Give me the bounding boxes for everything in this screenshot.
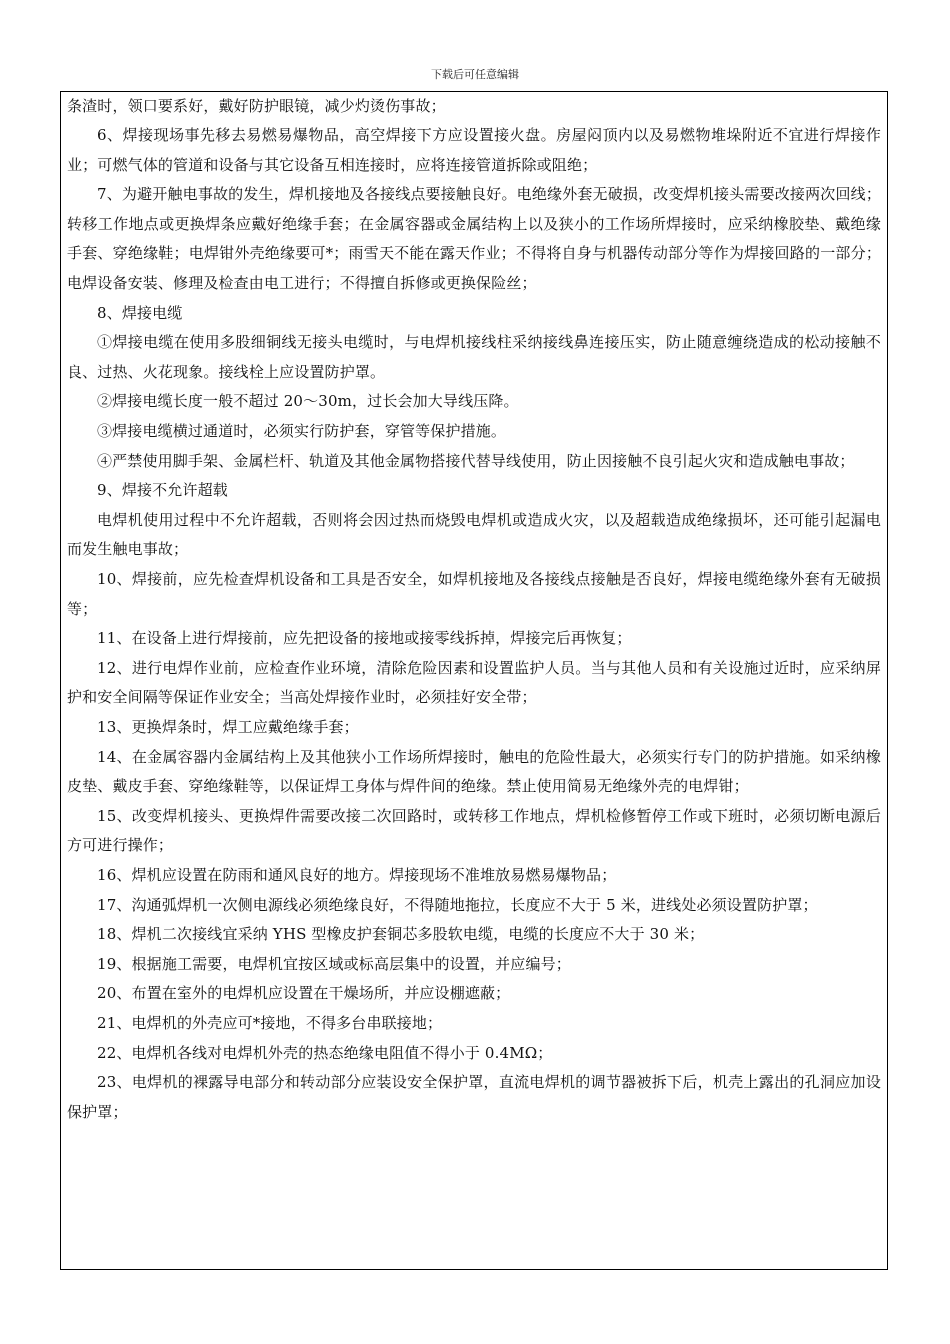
paragraph-item-14: 14、在金属容器内金属结构上及其他狭小工作场所焊接时，触电的危险性最大，必须实行专门的防护措施。如采纳橡皮垫、戴皮手套、穿绝缘鞋等，以保证焊工身体与焊件间的绝缘。禁止使用简易无绝缘外壳的电焊钳； [67,747,881,796]
paragraph-item-9-body: 电焊机使用过程中不允许超载，否则将会因过热而烧毁电焊机或造成火灾，以及超载造成绝缘损坏，还可能引起漏电而发生触电事故； [67,510,881,559]
paragraph-item-16: 16、焊机应设置在防雨和通风良好的地方。焊接现场不准堆放易燃易爆物品； [97,865,617,884]
paragraph-item-19: 19、根据施工需要，电焊机宜按区域或标高层集中的设置，并应编号； [97,954,571,973]
paragraph-item-8-2: ②焊接电缆长度一般不超过 20～30m，过长会加大导线压降。 [97,392,519,411]
paragraph-item-11: 11、在设备上进行焊接前，应先把设备的接地或接零线拆掉，焊接完后再恢复； [97,629,632,648]
paragraph-item-18: 18、焊机二次接线宜采纳 YHS 型橡皮护套铜芯多股软电缆，电缆的长度应不大于 30 米； [97,925,705,944]
paragraph-item-10: 10、焊接前，应先检查焊机设备和工具是否安全，如焊机接地及各接线点接触是否良好，焊接电缆绝缘外套有无破损等； [67,570,881,618]
paragraph-item-12: 12、进行电焊作业前，应检查作业环境，清除危险因素和设置监护人员。当与其他人员和有关设施过近时，应采纳屏护和安全间隔等保证作业安全；当高处焊接作业时，必须挂好安全带； [67,658,881,707]
paragraph-item-8-1: ①焊接电缆在使用多股细铜线无接头电缆时，与电焊机接线柱采纳接线鼻连接压实，防止随意缠绕造成的松动接触不良、过热、火花现象。接线栓上应设置防护罩。 [67,333,881,381]
paragraph-item-15: 15、改变焊机接头、更换焊件需要改接二次回路时，或转移工作地点，焊机检修暂停工作或下班时，必须切断电源后方可进行操作； [67,806,881,855]
paragraph-item-7: 7、为避开触电事故的发生，焊机接地及各接线点要接触良好。电绝缘外套无破损，改变焊机接头需要改接两次回线；转移工作地点或更换焊条应戴好绝缘手套；在金属容器或金属结构上以及狭小的工作场所焊接时，应采纳橡胶垫、戴绝缘手套、穿绝缘鞋；电焊钳外壳绝缘要可*；雨雪天不能在露天作业；不得将自身与机器传动部分等作为焊接回路的一部分；电焊设备安装、修理及检查由电工进行；不得擅自拆修或更换保险丝； [67,185,881,293]
paragraph-item-17: 17、沟通弧焊机一次侧电源线必须绝缘良好，不得随地拖拉，长度应不大于 5 米，进线处必须设置防护罩； [97,895,818,914]
paragraph-item-20: 20、布置在室外的电焊机应设置在干燥场所，并应设棚遮蔽； [97,984,511,1003]
paragraph-continuation: 条渣时，领口要系好，戴好防护眼镜，减少灼烫伤事故； [67,96,446,115]
paragraph-item-22: 22、电焊机各线对电焊机外壳的热态绝缘电阻值不得小于 0.4MΩ； [97,1043,553,1062]
paragraph-item-23: 23、电焊机的裸露导电部分和转动部分应装设安全保护罩，直流电焊机的调节器被拆下后，机壳上露出的孔洞应加设保护罩； [67,1073,881,1121]
paragraph-item-6: 6、焊接现场事先移去易燃易爆物品，高空焊接下方应设置接火盘。房屋闷顶内以及易燃物堆垛附近不宜进行焊接作业；可燃气体的管道和设备与其它设备互相连接时，应将连接管道拆除或阻绝； [67,126,881,174]
paragraph-item-8-heading: 8、焊接电缆 [97,303,183,322]
paragraph-item-8-3: ③焊接电缆横过通道时，必须实行防护套，穿管等保护措施。 [97,422,507,441]
content-frame [60,91,888,1270]
header-note: 下载后可任意编辑 [431,68,519,81]
paragraph-item-8-4: ④严禁使用脚手架、金属栏杆、轨道及其他金属物搭接代替导线使用，防止因接触不良引起火灾和造成触电事故； [97,451,855,470]
paragraph-item-9-heading: 9、焊接不允许超载 [97,481,228,500]
paragraph-item-21: 21、电焊机的外壳应可*接地，不得多台串联接地； [97,1013,443,1032]
paragraph-item-13: 13、更换焊条时，焊工应戴绝缘手套； [97,717,359,736]
